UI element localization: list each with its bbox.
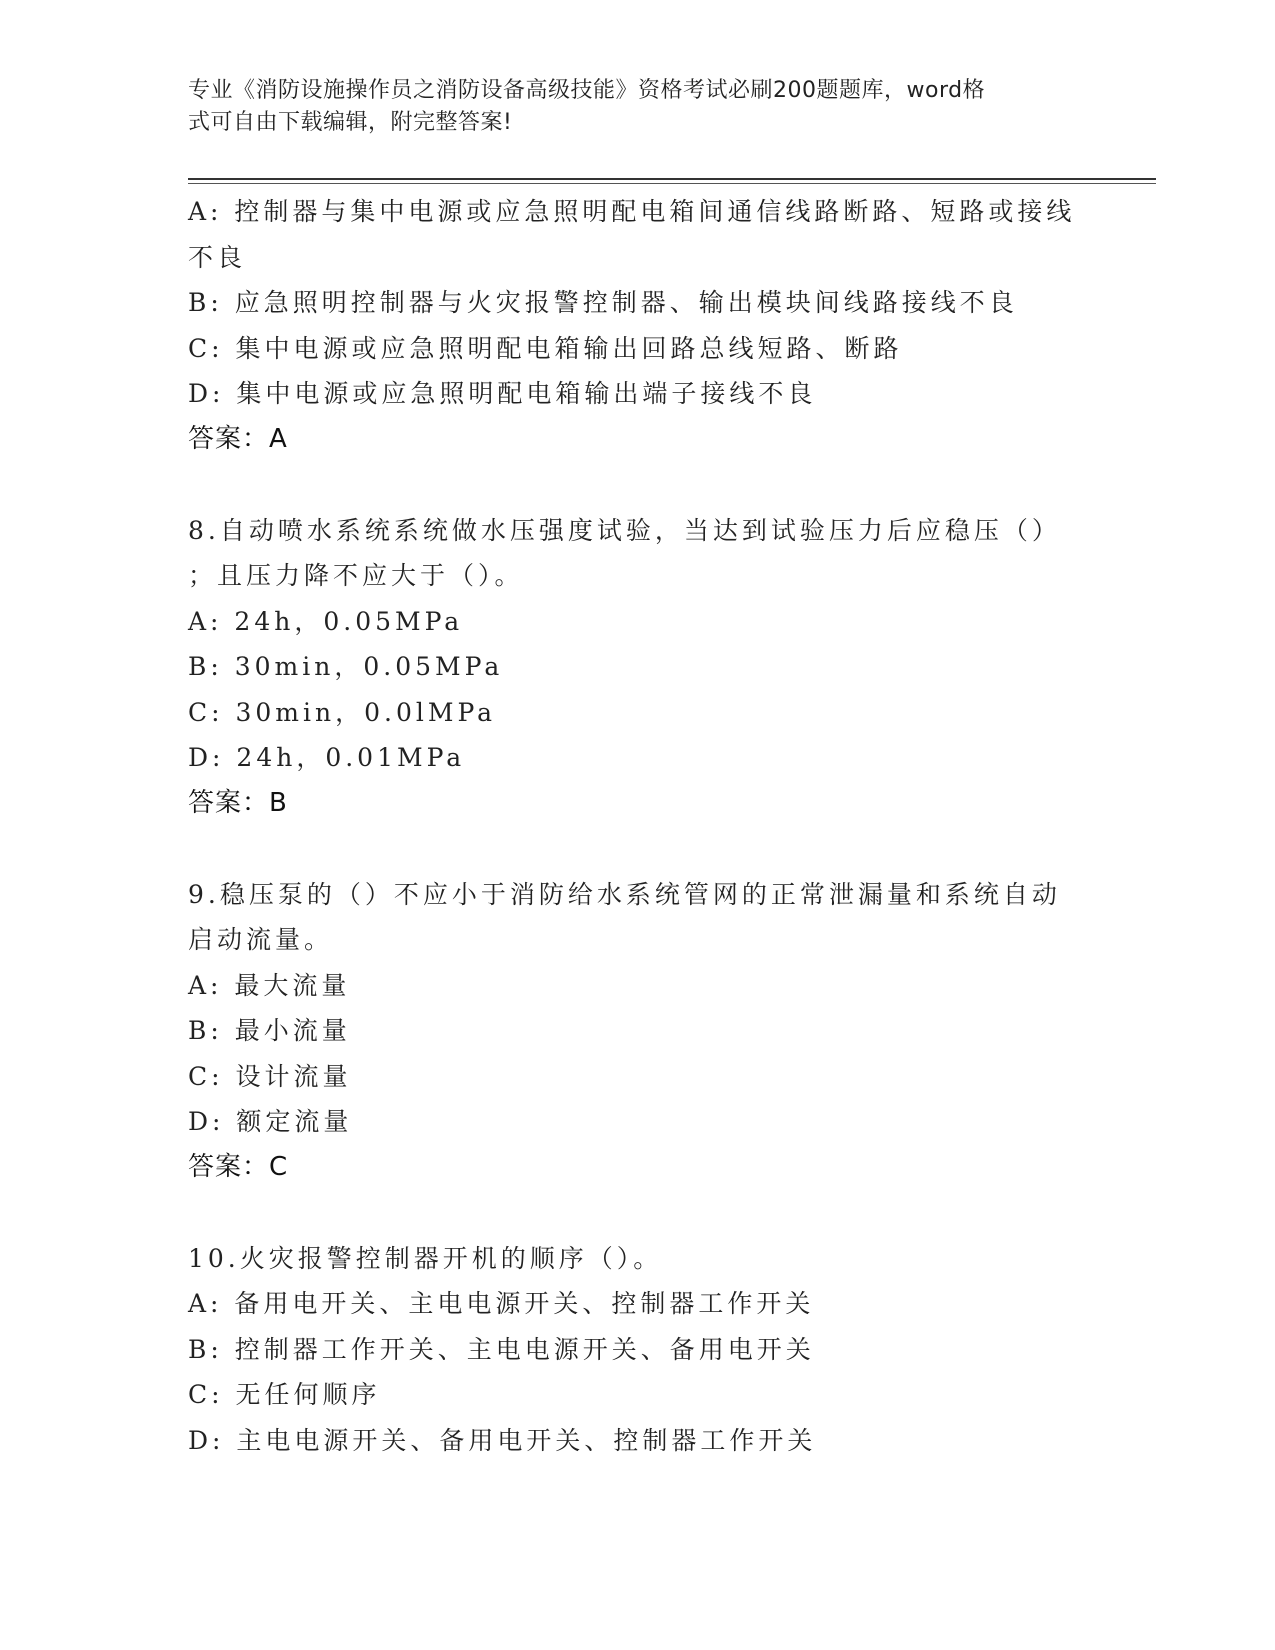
answer-label: 答案：B [188, 787, 288, 818]
spacer [188, 826, 1088, 872]
question-stem: 9.稳压泵的（）不应小于消防给水系统管网的正常泄漏量和系统自动 [188, 879, 1061, 909]
option-c: C: 集中电源或应急照明配电箱输出回路总线短路、断路 [188, 333, 903, 363]
option-d: D: 主电电源开关、备用电开关、控制器工作开关 [188, 1425, 817, 1455]
document-header [188, 75, 1068, 139]
header-divider-thin [188, 183, 1156, 184]
option-a: A: 控制器与集中电源或应急照明配电箱间通信线路断路、短路或接线 [188, 197, 1076, 226]
question-stem: 8.自动喷水系统系统做水压强度试验，当达到试验压力后应稳压（） [188, 515, 1061, 545]
option-a-continued: 不良 [188, 242, 247, 272]
question-8 [188, 508, 1088, 827]
option-d: D: 集中电源或应急照明配电箱输出端子接线不良 [188, 379, 817, 408]
option-b: B: 30min，0.05MPa [188, 652, 504, 681]
question-9 [188, 872, 1088, 1191]
option-a: A: 24h，0.05MPa [188, 606, 464, 636]
option-d: D: 24h，0.01MPa [188, 743, 466, 772]
answer-label: 答案：C [188, 1151, 289, 1182]
option-b: B: 最小流量 [188, 1016, 351, 1045]
question-10 [188, 1236, 1088, 1464]
option-a: A: 最大流量 [188, 970, 351, 1000]
option-c: C: 设计流量 [188, 1061, 352, 1091]
question-stem-continued: ；且压力降不应大于（）。 [188, 561, 524, 590]
header-line-2: 式可自由下载编辑，附完整答案! [188, 110, 513, 135]
question-stem: 10.火灾报警控制器开机的顺序（）。 [188, 1243, 663, 1273]
question-7 [188, 189, 1088, 462]
option-b: B: 应急照明控制器与火灾报警控制器、输出模块间线路接线不良 [188, 288, 1018, 317]
answer-label: 答案：A [188, 423, 288, 454]
header-line-1: 专业《消防设施操作员之消防设备高级技能》资格考试必刷200题题库，word格 [188, 78, 986, 103]
option-a: A: 备用电开关、主电电源开关、控制器工作开关 [188, 1289, 815, 1318]
option-c: C: 30min，0.0lMPa [188, 697, 497, 727]
spacer [188, 1190, 1088, 1236]
question-stem-continued: 启动流量。 [188, 925, 334, 954]
question-list [188, 189, 1088, 1463]
option-c: C: 无任何顺序 [188, 1380, 381, 1409]
spacer [188, 462, 1088, 508]
option-d: D: 额定流量 [188, 1107, 353, 1136]
header-divider-thick [188, 178, 1156, 180]
option-b: B: 控制器工作开关、主电电源开关、备用电开关 [188, 1334, 815, 1364]
